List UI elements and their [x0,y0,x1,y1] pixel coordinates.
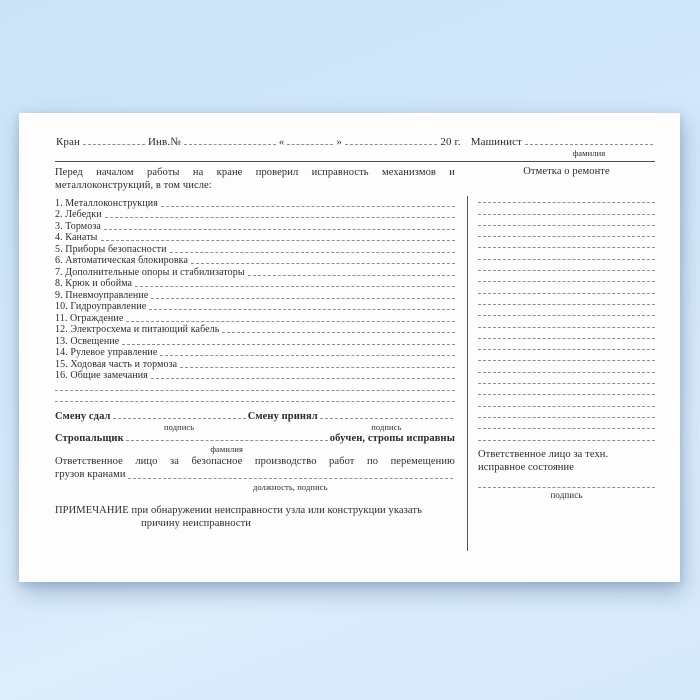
repair-blank-line [478,374,655,384]
repair-blank-line [478,408,655,418]
repair-blank-line [478,351,655,361]
checklist-item-label: 9. Пневмоуправление [55,289,149,301]
crane-label: Кран [56,136,81,148]
repair-blank-line [478,261,655,271]
checklist-item-label: 8. Крюк и обойма [55,278,133,290]
checklist-item [55,324,455,336]
checklist-item [55,289,455,301]
checklist-item-blank [101,240,456,241]
crane-blank [83,144,145,145]
checklist-item-blank [105,217,455,218]
note-line2: причину неисправности [141,517,252,529]
responsible-line1: Ответственное лицо за безопасное производство работ по перемещению [55,456,455,468]
responsible-caption: должность, подпись [252,481,328,492]
repair-blank-line [478,306,655,316]
checklist-item-blank [104,229,455,230]
shift-handed-blank [113,418,246,419]
checklist-item-blank [170,252,455,253]
repair-column [478,166,655,500]
shift-signature-block [55,411,455,492]
checklist-item [55,335,455,347]
checklist-item-label: 3. Тормоза [55,220,101,232]
repair-column-header: Отметка о ремонте [523,166,610,177]
checklist-item [55,243,455,255]
slinger-name-blank [126,440,328,441]
checklist-item-label: 2. Лебедки [55,209,102,221]
year-label: 20 г. [440,136,461,148]
blank-line [55,381,455,391]
slinger-caption: фамилия [210,444,244,455]
checklist-item-blank [161,206,455,207]
repair-blank-line [478,216,655,226]
repair-blank-line [478,329,655,339]
repair-blank-line [478,193,655,203]
intro-line1: Перед началом работы на кране проверил исправность механизмов и [55,167,455,178]
repair-blank-line [478,249,655,259]
operator-caption: фамилия [572,148,606,158]
checklist-item-label: 5. Приборы безопасности [55,243,167,255]
form-header-row [55,132,655,148]
checklist-item-blank [151,378,455,379]
repair-blank-line [478,238,655,248]
checklist-item-blank [151,298,455,299]
checklist-item [55,197,455,209]
checklist-item [55,209,455,221]
column-divider [467,196,468,551]
responsible-line2-row [55,469,455,482]
date-quote-close: » [336,136,343,148]
inventory-number-blank [184,144,276,145]
shift-handed-label: Смену сдал [55,411,111,423]
intro-paragraph [55,166,455,192]
slinger-row [55,433,455,444]
crane-shift-log-form [19,113,680,582]
slinger-note: обучен, стропы исправны [329,433,455,445]
blank-line [55,393,455,403]
shift-handover-row [55,411,455,422]
checklist-item-label: 16. Общие замечания [55,370,148,382]
tech-signature-caption: подпись [550,489,583,500]
form-body [55,166,655,551]
tech-responsible-line2: исправное состояние [478,462,575,474]
tech-signature-blank [478,487,655,488]
repair-blank-lines [478,193,655,441]
responsible-caption-row [55,482,455,493]
checklist-item-label: 15. Ходовая часть и тормоза [55,358,178,370]
checklist-item-blank [222,332,455,333]
repair-blank-line [478,362,655,372]
operator-caption-row [55,148,655,160]
repair-blank-line [478,204,655,214]
checklist-item-blank [135,286,455,287]
checklist-item-label: 6. Автоматическая блокировка [55,255,189,267]
slinger-label: Стропальщик [55,433,124,445]
shift-captions-row [55,422,455,433]
checklist-item [55,370,455,382]
checklist-item [55,266,455,278]
repair-blank-line [478,227,655,237]
checklist-item-label: 14. Рулевое управление [55,347,158,359]
checklist-item [55,312,455,324]
slinger-caption-row [55,444,455,455]
checklist-item-label: 11. Ограждение [55,312,124,324]
repair-blank-line [478,295,655,305]
repair-blank-line [478,419,655,429]
repair-blank-line [478,430,655,440]
checklist-item-label: 1. Металлоконструкция [55,197,158,209]
checklist-item [55,301,455,313]
repair-blank-line [478,340,655,350]
responsible-blank [128,478,453,479]
checklist-item-blank [149,309,455,310]
header-rule [55,161,655,162]
checklist-column [55,166,455,530]
checklist-item-blank [126,321,455,322]
checklist-item-label: 13. Освещение [55,335,120,347]
checklist-item-blank [160,355,455,356]
note-line1: ПРИМЕЧАНИЕ при обнаружении неисправности узла или конструкции указать [55,504,422,516]
checklist-item [55,358,455,370]
checklist-item-blank [122,344,455,345]
intro-line2: металлоконструкций, в том числе: [55,180,212,192]
date-month-blank [345,144,437,145]
checklist-item [55,255,455,267]
checklist-item-label: 7. Дополнительные опоры и стабилизаторы [55,266,245,278]
repair-blank-line [478,317,655,327]
shift-accepted-blank [320,418,453,419]
responsible-line2-label: грузов кранами [55,469,126,480]
date-day-blank [287,144,333,145]
repair-blank-line [478,272,655,282]
checklist-item-blank [180,367,455,368]
shift-accepted-label: Смену принял [247,411,318,423]
checklist-item-label: 12. Электросхема и питающий кабель [55,324,220,336]
operator-name-blank [525,144,653,145]
checklist-item [55,220,455,232]
overflow-blank-lines [55,381,455,402]
shift-handed-caption: подпись [163,422,195,433]
tech-responsible-line1: Ответственное лицо за техн. [478,448,609,460]
checklist-item-blank [191,263,455,264]
inventory-number-label: Инв.№ [148,136,181,148]
date-quote-open: « [278,136,285,148]
checklist-item-label: 10. Гидроуправление [55,301,147,313]
repair-blank-line [478,385,655,395]
repair-blank-line [478,283,655,293]
repair-blank-line [478,396,655,406]
responsible-person-block [55,456,455,481]
checklist-item [55,278,455,290]
checklist-item [55,347,455,359]
checklist-item-blank [248,275,455,276]
shift-accepted-caption: подпись [371,422,402,433]
checklist-item-label: 4. Канаты [55,232,98,244]
tech-responsible-block [478,448,655,475]
checklist-item [55,232,455,244]
operator-label: Машинист [470,136,522,148]
checklist [55,197,455,381]
note-paragraph [55,504,455,530]
